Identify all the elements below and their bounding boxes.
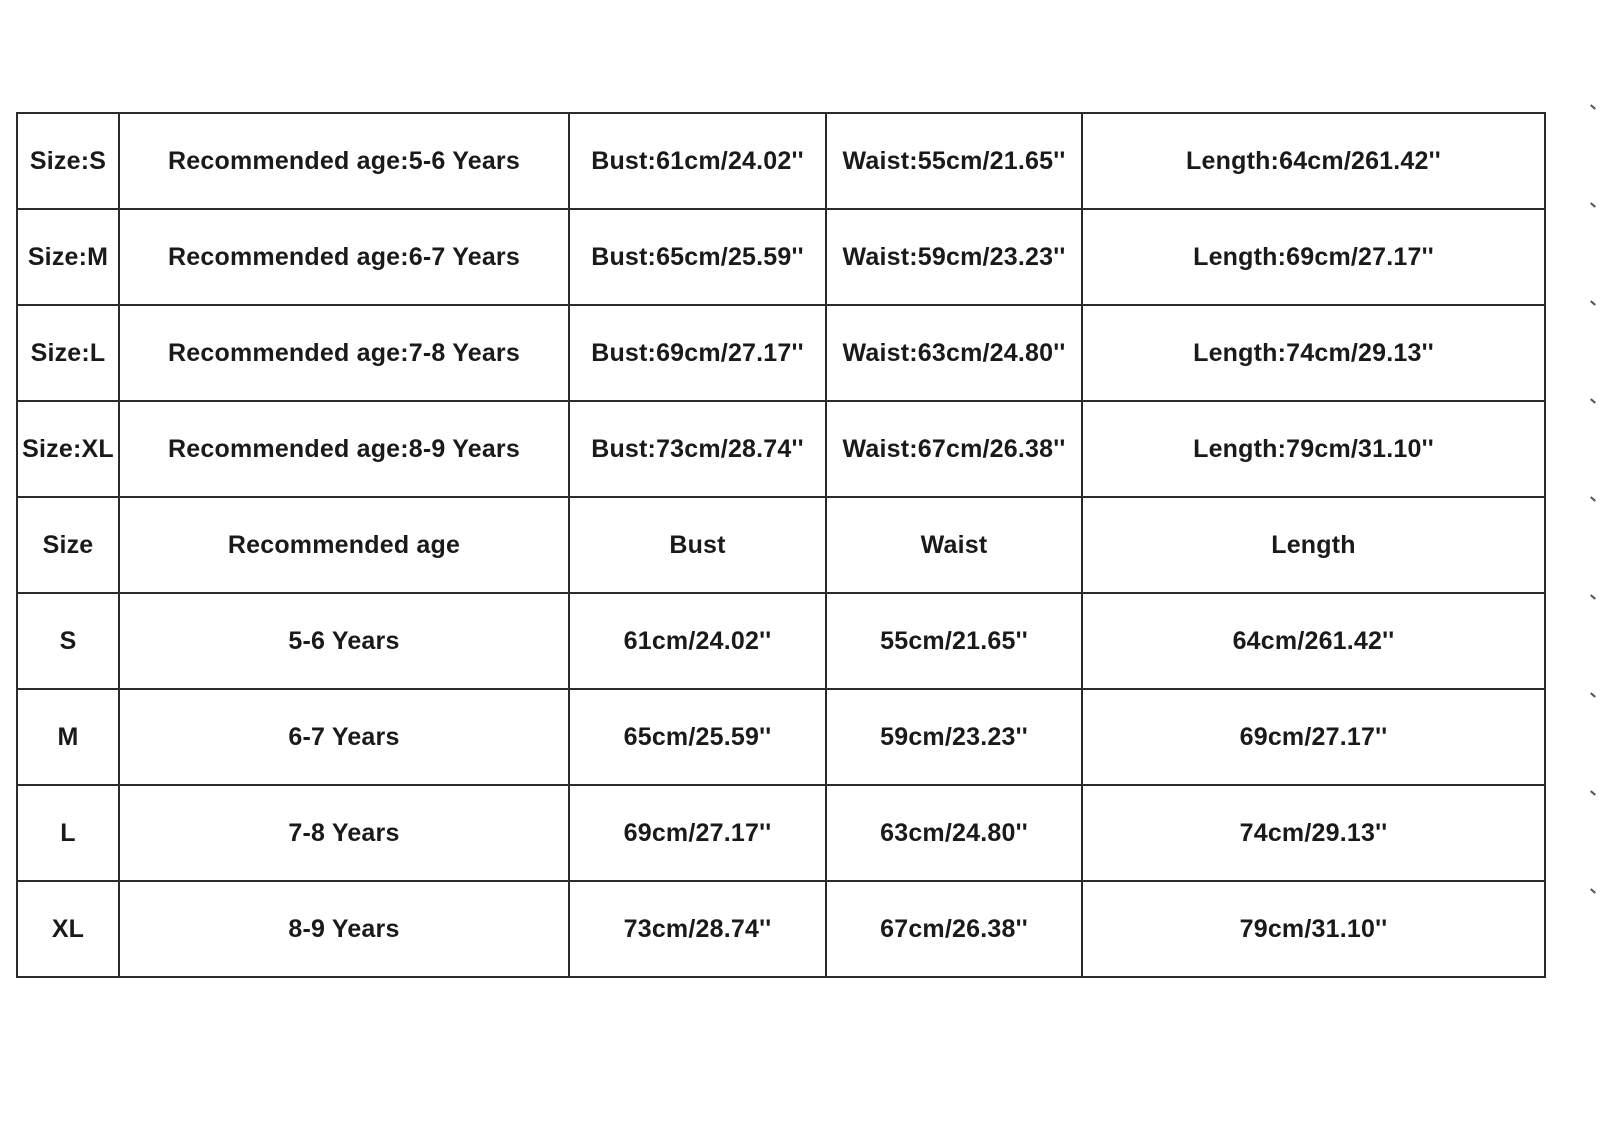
- edge-tick: [1590, 888, 1596, 893]
- recommended-age-cell: Recommended age:6-7 Years: [119, 209, 569, 305]
- size-cell: S: [17, 593, 119, 689]
- table-row: [17, 785, 1545, 881]
- size-cell: M: [17, 689, 119, 785]
- waist-cell: Waist:67cm/26.38'': [826, 401, 1082, 497]
- length-cell: Length:74cm/29.13'': [1082, 305, 1545, 401]
- edge-tick: [1590, 692, 1596, 697]
- bust-header: Bust: [569, 497, 826, 593]
- table-row: [17, 881, 1545, 977]
- bust-cell: 61cm/24.02'': [569, 593, 826, 689]
- length-cell: 64cm/261.42'': [1082, 593, 1545, 689]
- recommended-age-cell: 5-6 Years: [119, 593, 569, 689]
- edge-tick: [1590, 594, 1596, 599]
- table-row: [17, 209, 1545, 305]
- table-row: [17, 113, 1545, 209]
- bust-cell: Bust:65cm/25.59'': [569, 209, 826, 305]
- size-cell: Size:M: [17, 209, 119, 305]
- bust-cell: Bust:73cm/28.74'': [569, 401, 826, 497]
- edge-tick: [1590, 202, 1596, 207]
- size-cell: XL: [17, 881, 119, 977]
- bust-cell: 69cm/27.17'': [569, 785, 826, 881]
- waist-cell: 67cm/26.38'': [826, 881, 1082, 977]
- recommended-age-cell: 8-9 Years: [119, 881, 569, 977]
- size-cell: Size:L: [17, 305, 119, 401]
- length-cell: Length:69cm/27.17'': [1082, 209, 1545, 305]
- edge-tick: [1590, 790, 1596, 795]
- waist-cell: Waist:59cm/23.23'': [826, 209, 1082, 305]
- size-cell: Size:S: [17, 113, 119, 209]
- length-header: Length: [1082, 497, 1545, 593]
- length-cell: Length:64cm/261.42'': [1082, 113, 1545, 209]
- recommended-age-cell: Recommended age:8-9 Years: [119, 401, 569, 497]
- length-cell: 79cm/31.10'': [1082, 881, 1545, 977]
- waist-cell: 59cm/23.23'': [826, 689, 1082, 785]
- bust-cell: Bust:61cm/24.02'': [569, 113, 826, 209]
- table-header-row: [17, 497, 1545, 593]
- table-row: [17, 401, 1545, 497]
- recommended-age-cell: Recommended age:7-8 Years: [119, 305, 569, 401]
- waist-cell: 55cm/21.65'': [826, 593, 1082, 689]
- length-cell: 74cm/29.13'': [1082, 785, 1545, 881]
- table-row: [17, 689, 1545, 785]
- bust-cell: Bust:69cm/27.17'': [569, 305, 826, 401]
- size-cell: L: [17, 785, 119, 881]
- waist-cell: 63cm/24.80'': [826, 785, 1082, 881]
- recommended-age-cell: Recommended age:5-6 Years: [119, 113, 569, 209]
- edge-tick: [1590, 104, 1596, 109]
- recommended-age-header: Recommended age: [119, 497, 569, 593]
- waist-cell: Waist:55cm/21.65'': [826, 113, 1082, 209]
- size-header: Size: [17, 497, 119, 593]
- waist-cell: Waist:63cm/24.80'': [826, 305, 1082, 401]
- table-row: [17, 593, 1545, 689]
- recommended-age-cell: 7-8 Years: [119, 785, 569, 881]
- bust-cell: 73cm/28.74'': [569, 881, 826, 977]
- edge-tick: [1590, 496, 1596, 501]
- recommended-age-cell: 6-7 Years: [119, 689, 569, 785]
- waist-header: Waist: [826, 497, 1082, 593]
- length-cell: Length:79cm/31.10'': [1082, 401, 1545, 497]
- size-cell: Size:XL: [17, 401, 119, 497]
- edge-tick-marks: [1584, 100, 1600, 1000]
- bust-cell: 65cm/25.59'': [569, 689, 826, 785]
- size-chart-table: [16, 112, 1546, 978]
- edge-tick: [1590, 300, 1596, 305]
- edge-tick: [1590, 398, 1596, 403]
- table-row: [17, 305, 1545, 401]
- length-cell: 69cm/27.17'': [1082, 689, 1545, 785]
